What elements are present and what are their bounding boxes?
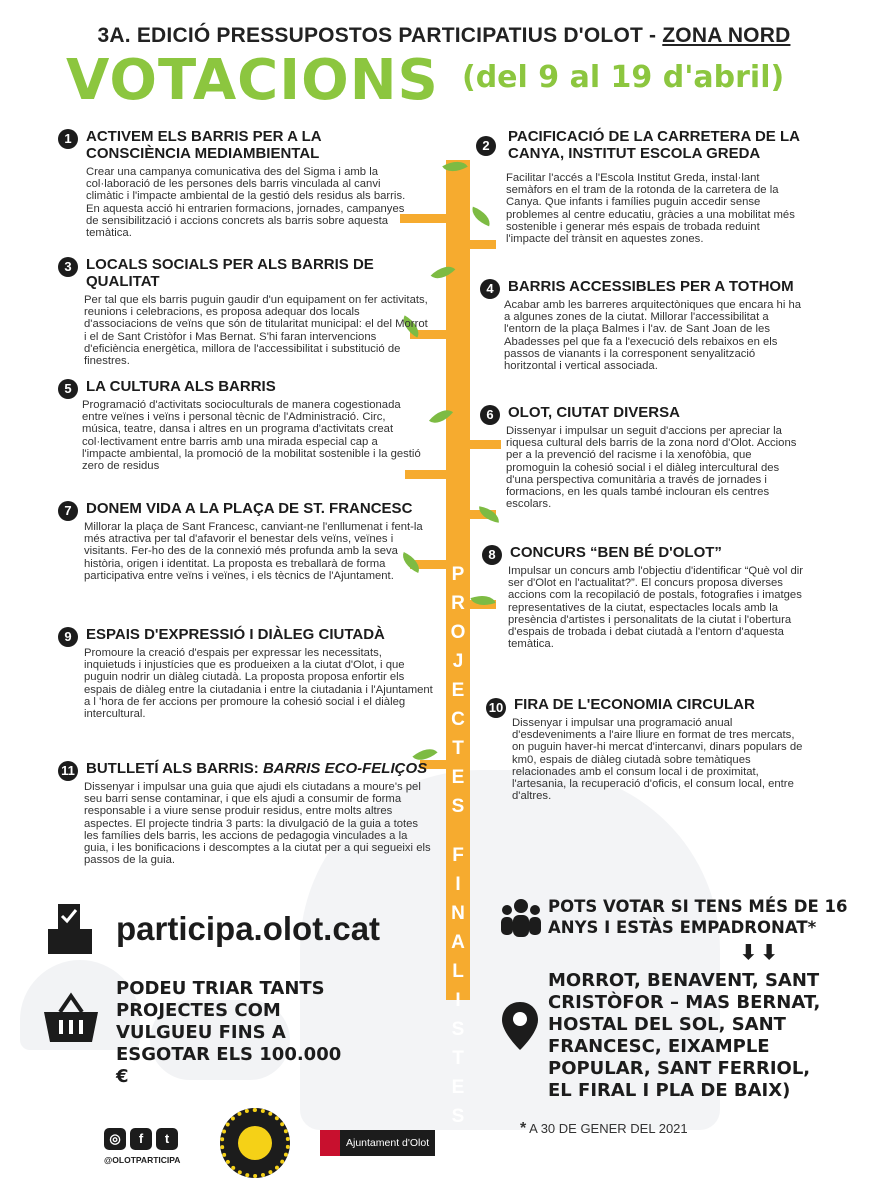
council-logo <box>320 1130 435 1156</box>
stem-label <box>446 560 470 1131</box>
project-title: ACTIVEM ELS BARRIS PER A LA CONSCIÈNCIA MEDIAMBIENTAL <box>86 128 322 162</box>
project-6 <box>480 404 806 510</box>
project-title: ESPAIS D'EXPRESSIÓ I DIÀLEG CIUTADÀ <box>86 626 385 643</box>
project-title-italic: BARRIS ECO-FELIÇOS <box>262 760 428 777</box>
stem-letter: N <box>451 903 465 924</box>
social-handle: @OLOTPARTICIPA <box>104 1155 181 1165</box>
project-description: Programació d'activitats socioculturals de manera cogestionada entre veïnes i veïns i personal tècnic de l'Administració. Circ, música, teatre, dansa i altres en un programa d'activitats creat col·lectivament entre barris amb una mirada especial cap a l'impacte ambiental, la promoció de la mobilitat sostenible i la gestió zero de residus <box>82 399 421 473</box>
project-description: Impulsar un concurs amb l'objectiu d'identificar “Què vol dir ser d'Olot en l'actualitat?”. El concurs proposa diverses accions com la recopilació de postals, fotografies i imatges representatives de la ciutat, espectacles locals amb la presència d'artistes i personalitats de la ciutat i l'obertura d'espais de trobada i debat ciutadà a l'entorn d'aquesta temàtica. <box>508 565 804 651</box>
page-title: VOTACIONS <box>66 48 439 113</box>
project-description: Millorar la plaça de Sant Francesc, canviant-ne l'enllumenat i fent-la més atractiva per tal d'afavorir el benestar dels veïns, veïnes i visitants. Fer-ho des de la connexió més profunda amb la seva història, origen i identitat. La proposta es treballarà de forma participativa entre veïns i veïnes, i els tècnics de l'Ajuntament. <box>84 521 423 582</box>
project-7 <box>58 500 430 582</box>
stem-letter: T <box>452 738 464 759</box>
project-2 <box>476 128 806 245</box>
project-description: Acabar amb les barreres arquitectòniques que encara hi ha a algunes zones de la ciutat. Millorar l'accessibilitat a l'entorn de la plaça Balmes i l'av. de Sant Joan de les Abadesses pel que fa a l'execució dels rebaixos en els passos de vianants i la corresponent senyalització horitzontal i vertical associada. <box>504 299 802 373</box>
stem-letter: I <box>455 990 461 1011</box>
arrow-down-icon: ⬇⬇ <box>740 942 782 964</box>
project-5 <box>58 378 424 472</box>
stem-letter: F <box>452 845 464 866</box>
project-number: 5 <box>58 379 78 399</box>
footnote-text: A 30 DE GENER DEL 2021 <box>529 1121 688 1136</box>
council-name: Ajuntament d'Olot <box>340 1130 435 1156</box>
project-number: 10 <box>486 698 506 718</box>
project-description: Per tal que els barris puguin gaudir d'un equipament on fer activitats, reunions i celebracions, es proposa adequar dos locals d'associacions de veïns que són de titularitat municipal: el del Morrot i el de Sant Cristòfor i Mas Bernat. S'hi faran intervencions d'eficiència energètica, millora de l'accessibilitat i substitució de finestres. <box>84 294 428 368</box>
stem-letter: C <box>451 709 465 730</box>
project-number: 3 <box>58 257 78 277</box>
council-shield-icon <box>320 1130 340 1156</box>
footnote <box>520 1120 688 1138</box>
project-title: CONCURS “BEN BÉ D'OLOT” <box>510 544 722 561</box>
project-title-main: BUTLLETÍ ALS BARRIS: <box>86 760 263 777</box>
project-title: OLOT, CIUTAT DIVERSA <box>508 404 680 421</box>
stem-letter: J <box>452 651 464 672</box>
project-description: Crear una campanya comunicativa des del Sigma i amb la col·laboració de les persones dels barris vinculada al canvi climàtic i l'impacte ambiental de la gestió dels residus als barris. En aquesta acció hi entrarien formacions, jornades, campanyes de sensibilització i accions concrets als barris sobre aquesta temàtica. <box>86 166 406 240</box>
project-10 <box>486 696 806 802</box>
stem-letter: P <box>451 564 465 585</box>
footnote-mark: * <box>520 1120 527 1137</box>
project-number: 2 <box>476 136 496 156</box>
facebook-icon[interactable]: f <box>130 1128 152 1150</box>
project-title: DONEM VIDA A LA PLAÇA DE ST. FRANCESC <box>86 500 413 517</box>
project-number: 8 <box>482 545 502 565</box>
project-description: Promoure la creació d'espais per expressar les necessitats, inquietuds i injustícies que es produeixen a la ciutat d'Olot, i que puguin nodrir un diàleg ciutadà. La proposta proposa enfortir els espais de diàleg entre la ciutadania i entre la ciutadania i l'Ajuntament a l 'hora de fer accions per promoure la cohesió social i el diàleg intercultural. <box>84 647 433 721</box>
stem-letter: E <box>451 1077 465 1098</box>
project-title: FIRA DE L'ECONOMIA CIRCULAR <box>514 696 755 713</box>
stem-letter: R <box>451 593 465 614</box>
budget-instructions: PODEU TRIAR TANTS PROJECTES COM VULGUEU FINS A ESGOTAR ELS 100.000 € <box>116 978 342 1087</box>
project-title: BARRIS ACCESSIBLES PER A TOTHOM <box>508 278 794 295</box>
project-1 <box>58 128 420 239</box>
basket-icon <box>42 992 100 1044</box>
project-description: Dissenyar i impulsar una guia que ajudi els ciutadans a moure's pel seu barri sense contaminar, i que els ajudi a consumir de forma responsable i a viure sense produir residus, entre molts altres aspectes. El projecte tindria 3 parts: la divulgació de la guia a totes les famílies dels barris, les accions de pedagogia vinculades a la guia, i les bonificacions i descomptes a la ciutat per a qui segueixi els passos de la guia. <box>84 781 431 867</box>
project-description: Dissenyar i impulsar un seguit d'accions per apreciar la riquesa cultural dels barris de la zona nord d'Olot. Accions per a la prevenció del racisme i la xenofòbia, que promoguin la cohesió social i el diàleg intercultural des d'una perspectiva comunitària a través de jornades i formacions, en les quals també inclouran els centres escolars. <box>506 425 797 511</box>
people-icon <box>500 898 542 938</box>
social-links <box>104 1128 178 1150</box>
project-description: Facilitar l'accés a l'Escola Institut Greda, instal·lant semàfors en el tram de la rotonda de la carretera de la Canya. Que infants i famílies puguin accedir sense problemes al centre educatiu, gràcies a una mobilitat més sostenible i generar més espais de trobada reduint l'impacte del trànsit en aquestes zones. <box>506 172 795 246</box>
project-number: 6 <box>480 405 500 425</box>
neighbourhood-list: MORROT, BENAVENT, SANT CRISTÒFOR – MAS BERNAT, HOSTAL DEL SOL, SANT FRANCESC, EIXAMPLE POPULAR, SANT FERRIOL, EL FIRAL I PLA DE BAIX) <box>548 970 821 1101</box>
edition-text: 3A. EDICIÓ PRESSUPOSTOS PARTICIPATIUS D'OLOT - <box>97 24 663 47</box>
olot-participa-logo <box>220 1108 290 1178</box>
project-title: LOCALS SOCIALS PER ALS BARRIS DE QUALITAT <box>86 256 374 290</box>
project-title: PACIFICACIÓ DE LA CARRETERA DE LA CANYA, INSTITUT ESCOLA GREDA <box>508 128 800 162</box>
project-11 <box>58 760 434 866</box>
lightbulb-icon <box>238 1126 272 1160</box>
stem-letter: E <box>451 767 465 788</box>
stem-letter: A <box>451 932 465 953</box>
project-4 <box>480 278 806 372</box>
stem-letter: E <box>451 680 465 701</box>
project-3 <box>58 256 428 367</box>
stem-letter <box>446 821 470 841</box>
ballot-box-icon <box>46 900 94 956</box>
project-title <box>58 760 434 777</box>
project-9 <box>58 626 434 720</box>
twitter-icon[interactable]: t <box>156 1128 178 1150</box>
stem-letter: O <box>450 622 466 643</box>
project-8 <box>482 544 808 650</box>
voting-eligibility: POTS VOTAR SI TENS MÉS DE 16 ANYS I ESTÀS EMPADRONAT* <box>548 897 848 937</box>
location-pin-icon <box>500 1000 540 1052</box>
stem-letter: L <box>452 961 464 982</box>
stem-letter: S <box>451 1106 465 1127</box>
project-description: Dissenyar i impulsar una programació anual d'esdeveniments a l'aire lliure en format de tres mercats, on puguin haver-hi mercat d'intercanvi, dinars populars de km0, espais de diàleg ciutadà sobre temàtiques relacionades amb el consum local i de proximitat, l'artesania, la recuperació d'oficis, el consum local, entre d'altres. <box>512 717 803 803</box>
stem-letter: S <box>451 796 465 817</box>
project-number: 4 <box>480 279 500 299</box>
project-number: 7 <box>58 501 78 521</box>
project-number: 1 <box>58 129 78 149</box>
edition-header <box>0 24 888 48</box>
project-title: LA CULTURA ALS BARRIS <box>86 378 276 395</box>
project-number: 9 <box>58 627 78 647</box>
stem-letter: I <box>455 874 461 895</box>
voting-dates: (del 9 al 19 d'abril) <box>462 60 785 95</box>
stem-letter: S <box>451 1019 465 1040</box>
participation-website: participa.olot.cat <box>116 910 381 947</box>
stem-letter: T <box>452 1048 464 1069</box>
zone-text: ZONA NORD <box>662 24 791 47</box>
project-number: 11 <box>58 761 78 781</box>
instagram-icon[interactable]: ◎ <box>104 1128 126 1150</box>
